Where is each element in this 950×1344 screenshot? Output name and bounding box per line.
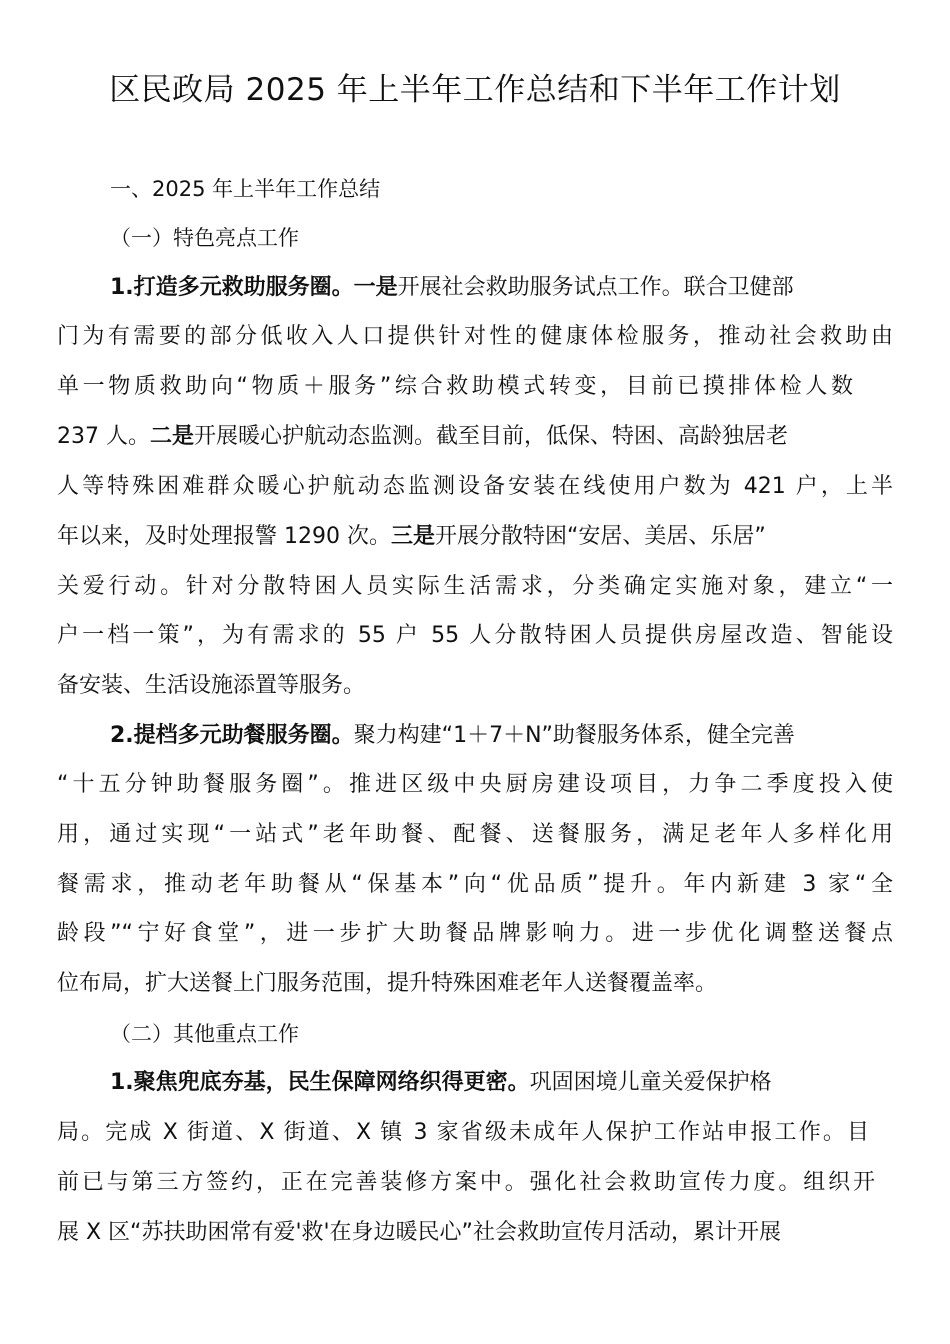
paragraph-line: “十五分钟助餐服务圈”。推进区级中央厨房建设项目，力争二季度投入使 xyxy=(57,772,893,797)
paragraph-line: 展 X 区“苏扶助困常有爱'救'在身边暖民心”社会救助宣传月活动，累计开展 xyxy=(57,1220,781,1245)
item-heading: 1.打造多元救助服务圈。一是 xyxy=(110,275,398,300)
paragraph-line: 前已与第三方签约，正在完善装修方案中。强化社会救助宣传力度。组织开 xyxy=(57,1170,875,1195)
item-heading: 2.提档多元助餐服务圈。 xyxy=(110,723,354,748)
paragraph-line: 餐需求，推动老年助餐从“保基本”向“优品质”提升。年内新建 3 家“全 xyxy=(57,872,893,897)
item-heading: 1.聚焦兜底夯基，民生保障网络织得更密。 xyxy=(110,1070,530,1095)
paragraph-line: 龄段”“宁好食堂”，进一步扩大助餐品牌影响力。进一步优化调整送餐点 xyxy=(57,921,893,946)
paragraph-line: 1.打造多元救助服务圈。一是开展社会救助服务试点工作。联合卫健部 xyxy=(110,275,794,300)
paragraph-line: 关爱行动。针对分散特困人员实际生活需求，分类确定实施对象，建立“一 xyxy=(57,574,893,599)
paragraph-line: 备安装、生活设施添置等服务。 xyxy=(57,673,366,698)
paragraph-line: 户一档一策”，为有需求的 55 户 55 人分散特困人员提供房屋改造、智能设 xyxy=(57,623,893,648)
paragraph-line: 单一物质救助向“物质＋服务”综合救助模式转变，目前已摸排体检人数 xyxy=(57,374,853,399)
paragraph-line: 门为有需要的部分低收入人口提供针对性的健康体检服务，推动社会救助由 xyxy=(57,324,893,349)
paragraph-line: 2.提档多元助餐服务圈。聚力构建“1＋7＋N”助餐服务体系，健全完善 xyxy=(110,723,795,748)
paragraph-line: 237 人。二是开展暖心护航动态监测。截至目前，低保、特困、高龄独居老 xyxy=(57,424,789,449)
paragraph-line: 1.聚焦兜底夯基，民生保障网络织得更密。巩固困境儿童关爱保护格 xyxy=(110,1070,772,1095)
paragraph-line: 年以来，及时处理报警 1290 次。三是开展分散特困“安居、美居、乐居” xyxy=(57,524,766,549)
paragraph-line: 用，通过实现“一站式”老年助餐、配餐、送餐服务，满足老年人多样化用 xyxy=(57,822,893,847)
paragraph-line: 局。完成 X 街道、X 街道、X 镇 3 家省级未成年人保护工作站申报工作。目 xyxy=(57,1120,869,1145)
paragraph-line: 位布局，扩大送餐上门服务范围，提升特殊困难老年人送餐覆盖率。 xyxy=(57,971,718,996)
document-title: 区民政局 2025 年上半年工作总结和下半年工作计划 xyxy=(109,72,841,108)
section-heading-1: 一、2025 年上半年工作总结 xyxy=(110,177,381,201)
subsection-heading-1: （一）特色亮点工作 xyxy=(110,226,299,250)
subsection-heading-2: （二）其他重点工作 xyxy=(110,1022,299,1046)
paragraph-line: 人等特殊困难群众暖心护航动态监测设备安装在线使用户数为 421 户，上半 xyxy=(57,474,893,499)
